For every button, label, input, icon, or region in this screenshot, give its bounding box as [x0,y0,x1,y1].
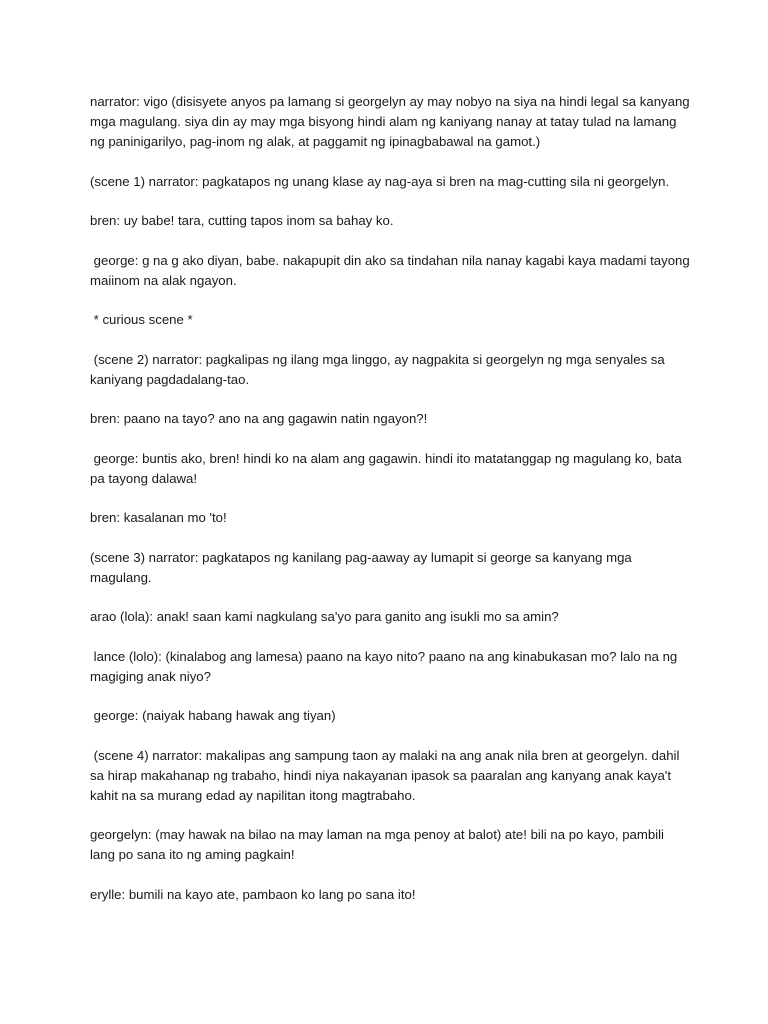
paragraph-lola-line: arao (lola): anak! saan kami nagkulang sa'yo para ganito ang isukli mo sa amin? [90,609,559,624]
paragraph-scene-3-narration: (scene 3) narrator: pagkatapos ng kanilang pag-aaway ay lumapit si george sa kanyang mga magulang. [90,549,636,585]
paragraph-narrator-intro: narrator: vigo (disisyete anyos pa lamang si georgelyn ay may nobyo na siya na hindi legal sa kanyang mga magulang. siya din ay may mga bisyong hindi alam ng kaniyang nanay at tatay tulad na lamang ng paninigarilyo, pag-inom ng alak, at paggamit ng ipinagbabawal na gamot.) [90,94,694,149]
paragraph-george-line-3: george: (naiyak habang hawak ang tiyan) [90,708,336,723]
paragraph-scene-1-narration: (scene 1) narrator: pagkatapos ng unang klase ay nag-aya si bren na mag-cutting sila ni georgelyn. [90,173,670,189]
paragraph-georgelyn-line: georgelyn: (may hawak na bilao na may laman na mga penoy at balot) ate! bili na po kayo, pambili lang po sana ito ng aming pagkain! [90,827,668,862]
paragraph-scene-2-narration: (scene 2) narrator: pagkalipas ng ilang mga linggo, ay nagpakita si georgelyn ng mga senyales sa kaniyang pagdadalang-tao. [90,351,669,387]
paragraph-bren-line-1: bren: uy babe! tara, cutting tapos inom sa bahay ko. [90,213,394,228]
paragraph-curious-scene: * curious scene * [90,312,193,327]
paragraph-erylle-line: erylle: bumili na kayo ate, pambaon ko lang po sana ito! [90,886,416,902]
paragraph-bren-line-2: bren: paano na tayo? ano na ang gagawin natin ngayon?! [90,411,428,426]
paragraph-lolo-line: lance (lolo): (kinalabog ang lamesa) paano na kayo nito? paano na ang kinabukasan mo? lalo na ng magiging anak niyo? [90,648,681,684]
paragraph-scene-4-narration: (scene 4) narrator: makalipas ang sampung taon ay malaki na ang anak nila bren at georgelyn. dahil sa hirap makahanap ng trabaho, hindi niya nakayanan ipasok sa paaralan ang kanyang anak kaya't kahit na sa murang edad ay napilitan itong magtrabaho. [90,747,684,803]
document-body [90,92,694,924]
paragraph-bren-line-3: bren: kasalanan mo 'to! [90,510,227,525]
paragraph-george-line-2: george: buntis ako, bren! hindi ko na alam ang gagawin. hindi ito matatanggap ng magulang ko, bata pa tayong dalawa! [90,450,686,486]
paragraph-george-line-1: george: g na g ako diyan, babe. nakapupit din ako sa tindahan nila nanay kagabi kaya madami tayong maiinom na alak ngayon. [90,252,694,288]
